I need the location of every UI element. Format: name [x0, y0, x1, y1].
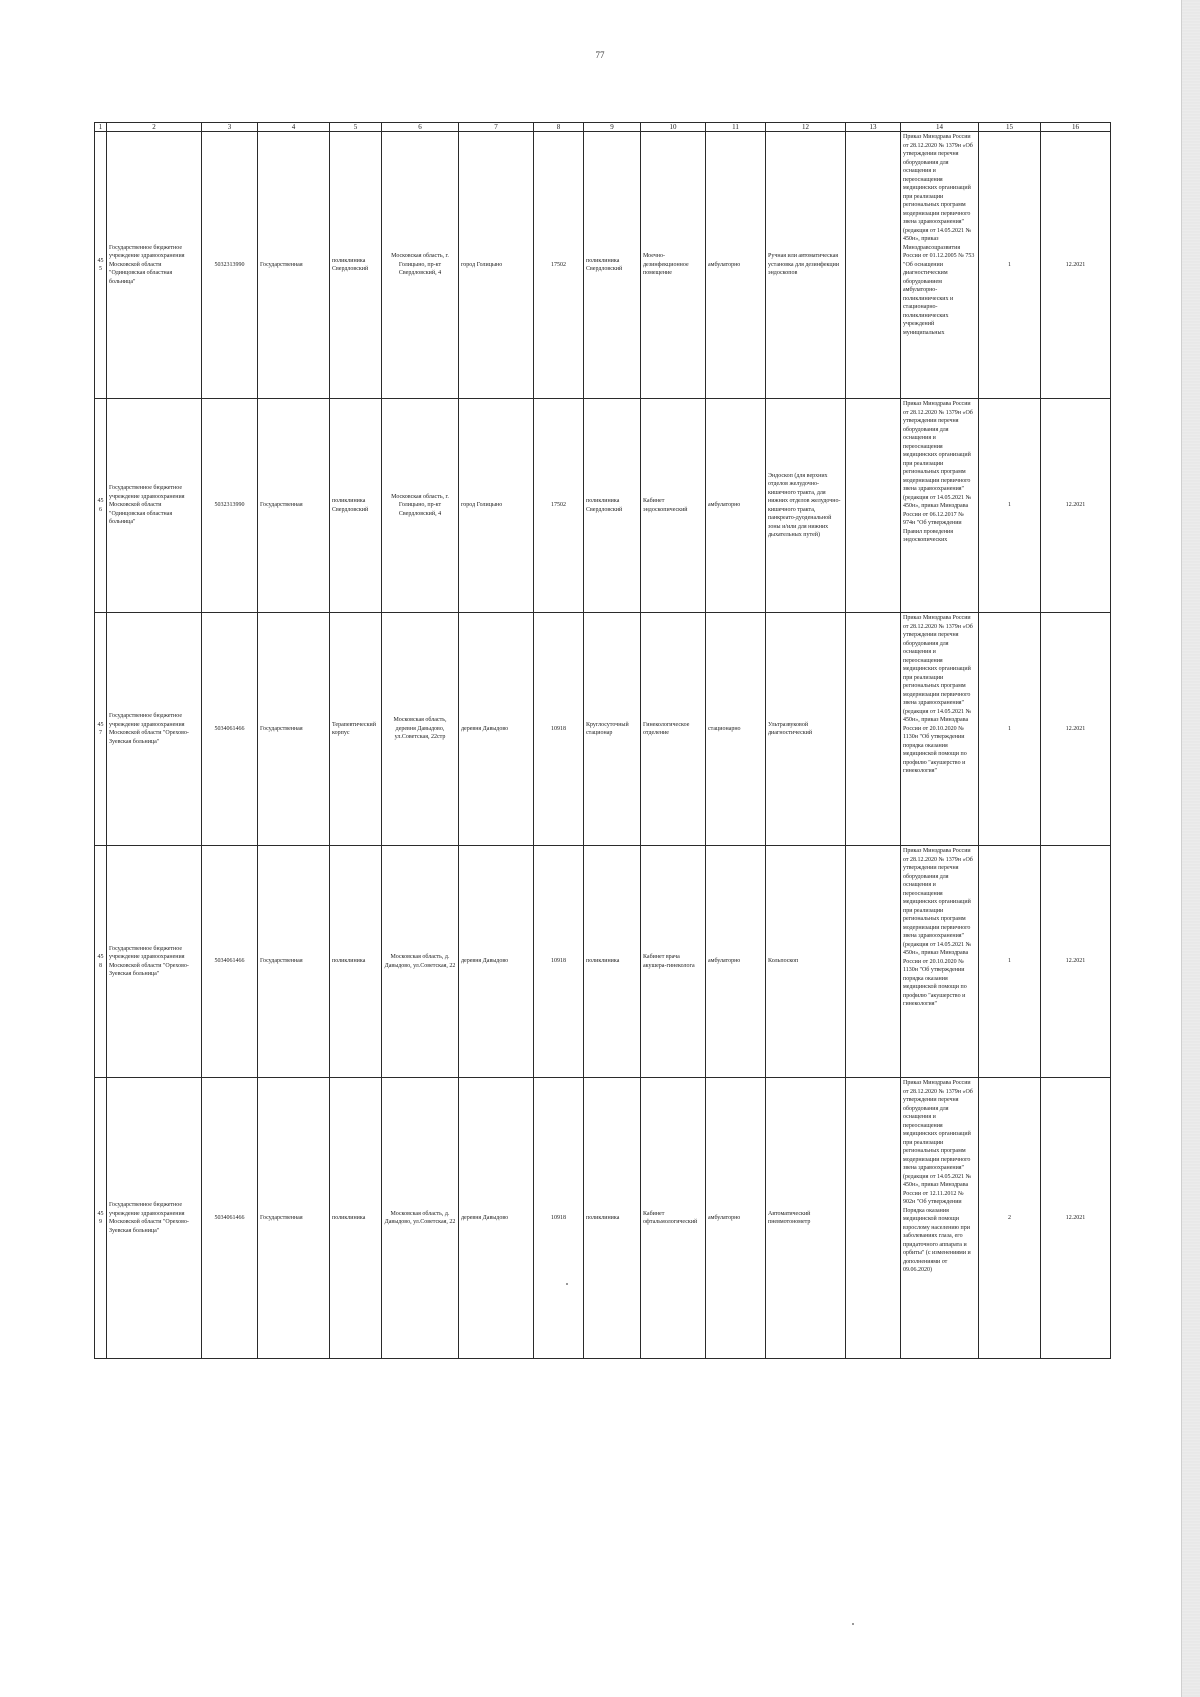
regulatory-basis [901, 132, 979, 399]
address: Московская область, д. Давыдово, ул.Советская, 22 [382, 846, 459, 1078]
column-13 [846, 846, 901, 1078]
quantity: 2 [979, 1078, 1041, 1359]
locality-code: 17502 [534, 399, 584, 613]
equipment: Ручная или автоматическая установка для дезинфекции эндоскопов [766, 132, 846, 399]
organization-name: Государственное бюджетное учреждение здравоохранения Московской области "Одинцовская областная больница" [107, 132, 202, 399]
locality-code: 10918 [534, 613, 584, 846]
page-number: 77 [595, 50, 605, 60]
row-number: 455 [95, 132, 107, 399]
equipment-table [94, 122, 1111, 1359]
inn: 5034061466 [202, 846, 258, 1078]
inn: 5034061466 [202, 1078, 258, 1359]
address: Московская область, г. Голицыно, пр-кт Свердловский, 4 [382, 132, 459, 399]
inn: 5032313990 [202, 132, 258, 399]
col-num: 10 [641, 123, 706, 132]
column-number-row [95, 123, 1111, 132]
column-13 [846, 132, 901, 399]
col-num: 4 [258, 123, 330, 132]
row-number: 458 [95, 846, 107, 1078]
col-num: 14 [901, 123, 979, 132]
equipment: Автоматический пневмотонометр [766, 1078, 846, 1359]
column-13 [846, 399, 901, 613]
col-num: 8 [534, 123, 584, 132]
organization-name: Государственное бюджетное учреждение здравоохранения Московской области "Орехово-Зуевская больница" [107, 613, 202, 846]
col-num: 15 [979, 123, 1041, 132]
address: Московская область, д. Давыдово, ул.Советская, 22 [382, 1078, 459, 1359]
regulatory-basis [901, 613, 979, 846]
row-number: 459 [95, 1078, 107, 1359]
inn: 5034061466 [202, 613, 258, 846]
col-num: 6 [382, 123, 459, 132]
row-number: 456 [95, 399, 107, 613]
division: поликлиника [330, 846, 382, 1078]
care-type: амбулаторно [706, 399, 766, 613]
delivery-date: 12.2021 [1041, 399, 1111, 613]
regulatory-basis-text: Приказ Минздрава России от 28.12.2020 № 1379н «Об утверждении перечня оборудования для оснащения и переоснащения медицинских организаций при реализации региональных программ модернизации первичного звена здравоохранения"(редакция от 14.05.2021 № 450н», приказ Минздрава России от 20.10.2020 № 1130н "Об утверждении порядка оказания медицинской помощи по профилю "акушерство и гинекология" [903, 615, 973, 774]
equipment: Эндоскоп (для верхних отделов желудочно-кишечного тракта, для нижних отделов желудочно-кишечного тракта, панкреато-дуоденальной зоны и/или для нижних дыхательных путей) [766, 399, 846, 613]
locality: деревня Давыдово [459, 613, 534, 846]
room: Моечно-дезинфекционное помещение [641, 132, 706, 399]
locality-code: 10918 [534, 846, 584, 1078]
column-13 [846, 613, 901, 846]
room: Кабинет эндоскопический [641, 399, 706, 613]
col-num: 12 [766, 123, 846, 132]
regulatory-basis [901, 846, 979, 1078]
subdivision: поликлиника Свердловский [584, 399, 641, 613]
col-num: 3 [202, 123, 258, 132]
col-num: 2 [107, 123, 202, 132]
locality: деревня Давыдово [459, 1078, 534, 1359]
address: Московская область, деревня Давыдово, ул.Советская, 22стр [382, 613, 459, 846]
division: Терапевтический корпус [330, 613, 382, 846]
regulatory-basis [901, 399, 979, 613]
regulatory-basis-text: Приказ Минздрава России от 28.12.2020 № 1379н «Об утверждении перечня оборудования для оснащения и переоснащения медицинских организаций при реализации региональных программ модернизации первичного звена здравоохранения"(редакция от 14.05.2021 № 450н», приказ Минздрава России от 06.12.2017 № 974н "Об утверждении Правил проведения эндоскопических [903, 401, 973, 543]
quantity: 1 [979, 132, 1041, 399]
quantity: 1 [979, 846, 1041, 1078]
subdivision: Круглосуточный стационар [584, 613, 641, 846]
regulatory-basis-text: Приказ Минздрава России от 28.12.2020 № 1379н «Об утверждении перечня оборудования для оснащения и переоснащения медицинских организаций при реализации региональных программ модернизации первичного звена здравоохранения"(редакция от 14.05.2021 № 450н», приказ Минздрава России от 20.10.2020 № 1130н "Об утверждении порядка оказания медицинской помощи по профилю "акушерство и гинекология" [903, 848, 973, 1007]
scan-speck [852, 1623, 854, 1625]
quantity: 1 [979, 613, 1041, 846]
delivery-date: 12.2021 [1041, 613, 1111, 846]
address: Московская область, г. Голицыно, пр-кт Свердловский, 4 [382, 399, 459, 613]
col-num: 11 [706, 123, 766, 132]
table-row [95, 613, 1111, 846]
quantity: 1 [979, 399, 1041, 613]
col-num: 7 [459, 123, 534, 132]
col-num: 5 [330, 123, 382, 132]
table-row [95, 399, 1111, 613]
equipment: Кольпоскоп [766, 846, 846, 1078]
inn: 5032313990 [202, 399, 258, 613]
subdivision: поликлиника [584, 1078, 641, 1359]
row-number: 457 [95, 613, 107, 846]
locality: деревня Давыдово [459, 846, 534, 1078]
delivery-date: 12.2021 [1041, 1078, 1111, 1359]
delivery-date: 12.2021 [1041, 132, 1111, 399]
subdivision: поликлиника Свердловский [584, 132, 641, 399]
ownership-form: Государственная [258, 846, 330, 1078]
room: Кабинет врача акушера-гинеколога [641, 846, 706, 1078]
ownership-form: Государственная [258, 132, 330, 399]
care-type: стационарно [706, 613, 766, 846]
col-num: 9 [584, 123, 641, 132]
division: поликлиника Свердловский [330, 399, 382, 613]
ownership-form: Государственная [258, 613, 330, 846]
room: Гинекологическое отделение [641, 613, 706, 846]
locality: город Голицыно [459, 399, 534, 613]
column-13 [846, 1078, 901, 1359]
table-row [95, 132, 1111, 399]
organization-name: Государственное бюджетное учреждение здравоохранения Московской области "Орехово-Зуевская больница" [107, 1078, 202, 1359]
care-type: амбулаторно [706, 846, 766, 1078]
col-num: 16 [1041, 123, 1111, 132]
col-num: 13 [846, 123, 901, 132]
care-type: амбулаторно [706, 132, 766, 399]
ownership-form: Государственная [258, 1078, 330, 1359]
regulatory-basis [901, 1078, 979, 1359]
organization-name: Государственное бюджетное учреждение здравоохранения Московской области "Одинцовская областная больница" [107, 399, 202, 613]
table-row [95, 846, 1111, 1078]
ownership-form: Государственная [258, 399, 330, 613]
locality-code: 17502 [534, 132, 584, 399]
regulatory-basis-text: Приказ Минздрава России от 28.12.2020 № 1379н «Об утверждении перечня оборудования для оснащения и переоснащения медицинских организаций при реализации региональных программ модернизации первичного звена здравоохранения"(редакция от 14.05.2021 № 450н», приказ Минздравсоцразвития России от 01.12.2005 № 753 "Об оснащении диагностическим оборудованием амбулаторно-поликлинических и стационарно-поликлинических учреждений муниципальных [903, 134, 975, 336]
equipment: Ультразвуковой диагностический [766, 613, 846, 846]
locality: город Голицыно [459, 132, 534, 399]
care-type: амбулаторно [706, 1078, 766, 1359]
regulatory-basis-text: Приказ Минздрава России от 28.12.2020 № 1379н «Об утверждении перечня оборудования для оснащения и переоснащения медицинских организаций при реализации региональных программ модернизации первичного звена здравоохранения"(редакция от 14.05.2021 № 450н», приказ Минздрава России от 12.11.2012 № 902н "Об утверждении Порядка оказания медицинской помощи взрослому населению при заболеваниях глаза, его придаточного аппарата и орбиты" (с изменениями и дополнениями от 09.06.2020) [903, 1080, 973, 1273]
subdivision: поликлиника [584, 846, 641, 1078]
room: Кабинет офтальмологический [641, 1078, 706, 1359]
scan-speck [566, 1283, 568, 1285]
organization-name: Государственное бюджетное учреждение здравоохранения Московской области "Орехово-Зуевская больница" [107, 846, 202, 1078]
division: поликлиника [330, 1078, 382, 1359]
col-num: 1 [95, 123, 107, 132]
delivery-date: 12.2021 [1041, 846, 1111, 1078]
division: поликлиника Свердловский [330, 132, 382, 399]
scan-edge [1181, 0, 1200, 1697]
locality-code: 10918 [534, 1078, 584, 1359]
table-row [95, 1078, 1111, 1359]
